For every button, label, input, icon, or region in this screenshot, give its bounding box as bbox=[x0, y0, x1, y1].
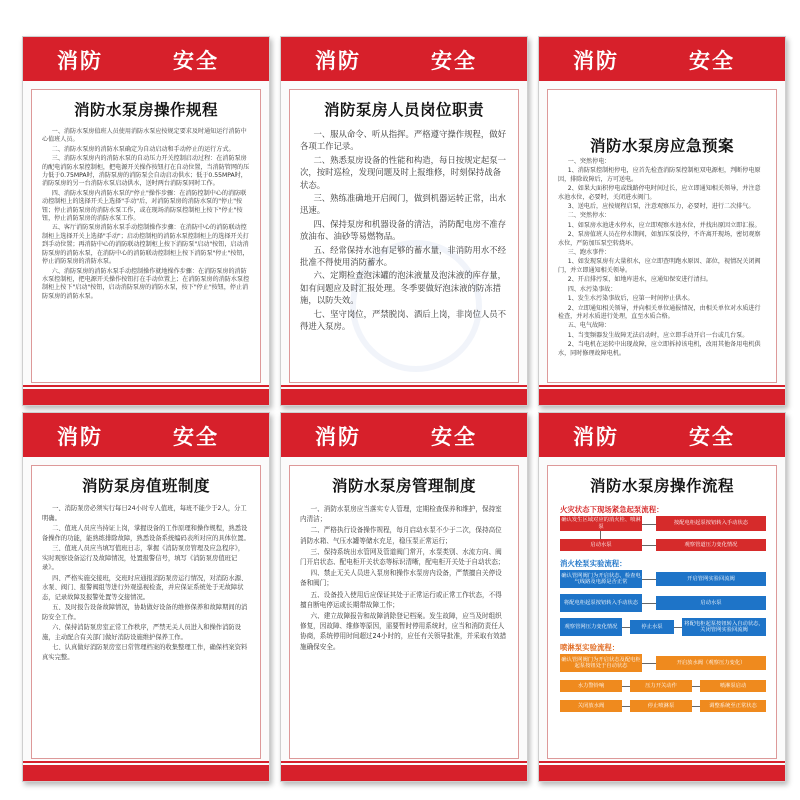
paragraph: 五、客厅消防泵房消防水泵手动控制操作步骤：在消防中心的消防联动控制柜上选择开关上选择"手动"；启动控制柜的消防水泵控制柜上的选择开关打到手动位置；再消防中心的消防联动控制柜上按下消防泵"启动"按钮，启动消防泵房的消防水泵，在消防中心的消防联动控制柜上按下消防泵"停止"按钮，停止消防泵房的消防水泵。 bbox=[42, 224, 249, 266]
sign-panel bbox=[289, 465, 519, 759]
paragraph: 六、消防泵房的消防水泵手动控制操作就地操作步骤：在消防泵房的消防水泵控制柜，把电源开关操作按钮打在手动位置上；在消防泵房的消防水泵控制柜上按下"启动"按钮，启动消防泵房的消防水泵，按下"停止"按钮，停止消防泵房的消防水泵。 bbox=[42, 267, 250, 300]
paragraph: 四、保持泵房和机器设备的清洁，消防配电房不准存放油布、油砂等易燃物品。 bbox=[300, 218, 507, 242]
list-item: 1、如泵房水池进水停水，应立即观察水池水位，并找出原因立即汇报。 bbox=[567, 221, 761, 229]
sign-panel bbox=[289, 89, 519, 383]
paragraph: 二、值班人员应当持证上岗，掌握设备的工作原理和操作规程，熟悉设备操作的功能，能熟练排除故障，熟悉设备系统编码表所对应的具体位置。 bbox=[42, 525, 250, 542]
sign-board-staff-duties bbox=[280, 36, 528, 406]
footer-line bbox=[281, 385, 527, 387]
list-item: 2、当电机在运转中出现故障，应立即拆掉该电机，改用其他备用电机供水，同时修理故障电机。 bbox=[558, 341, 761, 357]
sign-panel bbox=[547, 465, 777, 759]
paragraph: 七、认真做好消防泵房室日常管理档案的收集整理工作，确保档案资料真实完整。 bbox=[42, 644, 248, 661]
flow-arrow bbox=[692, 686, 700, 687]
footer-line bbox=[539, 761, 785, 763]
sign-title: 消防泵房值班制度 bbox=[81, 477, 210, 495]
header-bar bbox=[539, 37, 785, 81]
sign-title: 消防水泵房管理制度 bbox=[331, 477, 476, 495]
sign-board-operation-flow bbox=[538, 412, 786, 782]
list-item: 3、送电后，应按规程启泵，注意观察压力，必要时，进行二次排气。 bbox=[567, 203, 755, 211]
flow-arrow bbox=[692, 706, 700, 707]
flow-arrow bbox=[674, 627, 682, 628]
sign-title: 消防水泵房操作规程 bbox=[73, 101, 218, 119]
paragraph: 一、消防水泵房应当落实专人管理，定期检查保养和维护，保持室内清洁； bbox=[300, 505, 502, 524]
flow-step: 开启管网实验回流阀 bbox=[656, 572, 766, 586]
list-item: 2、如果大面积停电或线路停电时间过长，应立即通知相关领导，并注意水池水位，必要时，关闭进水阀门。 bbox=[558, 185, 761, 201]
header-left-text: 消防 bbox=[57, 425, 103, 449]
flow-arrow bbox=[622, 706, 630, 707]
flow-step: 停止水泵 bbox=[630, 620, 674, 634]
footer-bar bbox=[23, 389, 269, 405]
sign-board-operation-rules bbox=[22, 36, 270, 406]
flow-step: 确认管网阀门为开启状态及配电柜起泵按钮处于自动状态 bbox=[560, 654, 642, 672]
flow-step: 喷淋泵启动 bbox=[700, 680, 766, 692]
flow-arrow bbox=[642, 579, 656, 580]
paragraph: 三、熟练准确地开启阀门，做到机器运转正常，出水迅速。 bbox=[300, 193, 507, 216]
paragraph: 四、消防水泵房内消防水泵的"停止"操作步骤：在消防控制中心的消防联动控制柜上的选择开关上选择"手动"后，对消防泵房的消防水泵的"停止"按钮；停止消防泵房的消防水泵工作，或在现场消防泵控制柜上按下"停止"按钮，停止消防泵房的消防水泵工作。 bbox=[42, 189, 247, 223]
header-left-text: 消防 bbox=[573, 49, 619, 73]
paragraph: 七、坚守岗位，严禁脱岗、酒后上岗，非岗位人员不得进入泵房。 bbox=[300, 308, 507, 332]
flow-step: 开启放水阀（观察压力变化） bbox=[656, 656, 766, 670]
header-bar bbox=[281, 413, 527, 457]
flow-step: 确认管网阀门为开启状态，检查电气线路及电源是否正常 bbox=[560, 570, 642, 588]
paragraph: 六、定期检查泡沫罐的泡沫液量及泡沫液的库存量，如有问题应及时汇报处理。冬季要做好泡沫液的防冻措施，以防失效。 bbox=[300, 270, 507, 306]
paragraph: 五、经常保持水池有足够的蓄水量，非消防用水不经批准不得使用消防蓄水。 bbox=[300, 244, 507, 268]
header-right-text: 安全 bbox=[173, 425, 219, 449]
flow-section-title-sprinkler: 喷淋泵实验流程： bbox=[560, 643, 620, 652]
flow-arrow bbox=[600, 531, 601, 539]
paragraph: 三、消防水泵房内的消防水泵的自动压力开关控制启动过程：在消防泵房的配电消防水泵控制柜，把电源开关操作按钮打在自动位置，当消防管网的压力低于0.75MPA时，消防泵房的消防泵会自动启动供水；低于0.55MPA时，消防泵房的另一台消防水泵启动供水，送时两台消防泵同时工作。 bbox=[42, 155, 250, 188]
footer-bar bbox=[23, 765, 269, 781]
sign-body bbox=[558, 158, 766, 359]
paragraph: 四、严格实施交接班，交班时应通报消防泵房运行情况，对消防水源、水泵、阀门、报警阀组等进行外观巡视检查，并应保证系统处于无故障状态，记录故障及报警处置等交接情况。 bbox=[42, 574, 248, 601]
sign-board-duty-system bbox=[22, 412, 270, 782]
list-item: 一、突然停电： bbox=[567, 158, 611, 165]
sign-panel bbox=[31, 465, 261, 759]
list-item: 1、发生水污染事故后，应第一时间停止供水。 bbox=[567, 295, 694, 303]
flow-step: 压力开关动作 bbox=[630, 680, 692, 692]
paragraph: 六、保持消防泵房室正常工作秩序，严禁无关人员进入和操作消防设施，主动配合有关部门做好消防设施维护保养工作。 bbox=[42, 624, 241, 641]
footer-line bbox=[23, 761, 269, 763]
flow-step: 将配电柜起泵按钮转入自动状态，关闭管网实验回流阀 bbox=[682, 618, 766, 636]
sign-board-management-system bbox=[280, 412, 528, 782]
paragraph: 五、设备投入使用后应保证其处于正常运行或正常工作状态，不得擅自断电停运或长期带故障工作； bbox=[300, 590, 502, 609]
header-right-text: 安全 bbox=[431, 49, 477, 73]
list-item: 二、突然停水： bbox=[567, 212, 611, 220]
header-left-text: 消防 bbox=[315, 425, 361, 449]
sign-body bbox=[300, 504, 508, 653]
footer-line bbox=[23, 385, 269, 387]
list-item: 1、如发现泵房有大量积水，应立即查明跑水原因、部位，视情况关闭阀门，并立即通知相关领导。 bbox=[558, 258, 761, 274]
paragraph: 三、值班人员应当填写值班日志，掌握《消防泵房管理及应急程序》，实时观察设备运行及故障情况，处置报警信号，填写《消防泵房值班记录》。 bbox=[42, 545, 245, 571]
flow-arrow bbox=[642, 524, 656, 525]
header-bar bbox=[281, 37, 527, 81]
header-left-text: 消防 bbox=[57, 49, 103, 73]
list-item: 五、电气故障： bbox=[567, 322, 611, 330]
flow-step: 观察管道压力变化情况 bbox=[656, 539, 766, 551]
paragraph: 四、禁止无关人员进入泵房和操作水泵房内设备，严禁擅自关停设备和阀门； bbox=[300, 569, 502, 588]
sign-body bbox=[300, 128, 508, 334]
list-item: 1、消防泵控制柜停电，应首先检查消防泵控制柜双电源柜，判断停电原因，排除故障后，方可送电。 bbox=[558, 167, 761, 183]
header-right-text: 安全 bbox=[689, 49, 735, 73]
sign-title: 消防水泵房应急预案 bbox=[589, 137, 734, 155]
footer-bar bbox=[281, 765, 527, 781]
paragraph: 六、建立故障报告和故障消除登记档案。发生故障，应当及时组织修复，因故障、维修等原因，需要暂时停用系统时，应当和消防责任人协商，系统停用时间超过24小时的，应任有关领导批准，并采取有效措施确保安全。 bbox=[300, 612, 507, 651]
flow-arrow bbox=[642, 545, 656, 546]
flow-arrow bbox=[622, 686, 630, 687]
footer-bar bbox=[281, 389, 527, 405]
flow-step: 将配电柜起泵按钮转入手动状态 bbox=[560, 594, 642, 612]
header-right-text: 安全 bbox=[173, 49, 219, 73]
footer-line bbox=[281, 761, 527, 763]
flow-arrow bbox=[642, 663, 656, 664]
paragraph: 二、严格执行设备操作规程，每月启动水泵不少于二次，保持高位消防水箱、气压水罐等储水充足，稳压泵正常运行； bbox=[300, 526, 502, 545]
flow-step: 调整系统至正常状态 bbox=[700, 700, 766, 712]
sign-title: 消防泵房人员岗位职责 bbox=[323, 101, 484, 119]
sign-title: 消防水泵房操作流程 bbox=[589, 477, 734, 495]
footer-bar bbox=[539, 389, 785, 405]
flow-arrow bbox=[642, 603, 656, 604]
header-right-text: 安全 bbox=[689, 425, 735, 449]
paragraph: 二、消防水泵房的消防水泵确定为自动启动和手动停止的运行方式。 bbox=[51, 145, 235, 153]
flow-step: 确认发生区域对应的消火栓、喷淋泵 bbox=[561, 517, 641, 530]
flow-chart bbox=[556, 504, 768, 754]
flow-step: 启动水泵 bbox=[560, 539, 642, 551]
flow-step: 水力警铃响 bbox=[560, 680, 622, 692]
flow-step: 按配电柜起泵按钮转入手动状态 bbox=[656, 516, 766, 531]
flow-section-title-fire: 火灾状态下现场紧急起泵流程： bbox=[560, 505, 664, 514]
list-item: 2、泵房值班人员在停水期间，如加压泵没停，不许离开现场，密切观察水位，严防加压泵空转烧坏。 bbox=[558, 231, 761, 247]
paragraph: 一、消防水泵房值班人员使用消防水泵应按规定要求及时通知运行消防中心值班人员。 bbox=[42, 128, 247, 144]
list-item: 2、开启排污泵，如地库进水，应通知保安进行清扫。 bbox=[567, 276, 712, 284]
flow-step: 启动水泵 bbox=[656, 596, 766, 610]
flow-step: 观察管网压力变化情况 bbox=[560, 618, 622, 636]
header-left-text: 消防 bbox=[573, 425, 619, 449]
header-bar bbox=[539, 413, 785, 457]
list-item: 1、当变频器发生故障无法启动时，应立即手动开启一台或几台泵。 bbox=[567, 331, 749, 339]
header-bar bbox=[23, 413, 269, 457]
sign-panel bbox=[547, 89, 777, 383]
sign-body bbox=[42, 128, 250, 302]
paragraph: 一、消防泵房必须实行每日24小时专人值班，每班不能少于2人，分工明确。 bbox=[42, 505, 247, 522]
header-right-text: 安全 bbox=[431, 425, 477, 449]
list-item: 2、立即通知相关领导，并向相关单位通报情况，由相关单位对水质进行检查，并对水质进行处理，直至水质合格。 bbox=[558, 304, 761, 320]
flow-arrow bbox=[622, 627, 630, 628]
list-item: 三、跑水事件： bbox=[567, 249, 611, 257]
sign-panel bbox=[31, 89, 261, 383]
paragraph: 三、保持系统出水管网及管道阀门常开，水泵类别、水流方向、阀门开启状态、配电柜开关状态等标识清晰，配电柜开关处于自动状态； bbox=[300, 547, 505, 567]
header-bar bbox=[23, 37, 269, 81]
sign-body bbox=[42, 504, 250, 663]
header-left-text: 消防 bbox=[315, 49, 361, 73]
flow-section-title-hydrant: 消火栓泵实验流程： bbox=[560, 559, 627, 568]
paragraph: 二、熟悉泵房设备的性能和构造，每日按规定起泵一次，按时巡检，发现问题及时上报维修，时刻保持战备状态。 bbox=[300, 154, 507, 190]
flow-step: 关闭放水阀 bbox=[560, 700, 622, 712]
flow-step: 停止喷淋泵 bbox=[630, 700, 692, 712]
footer-line bbox=[539, 385, 785, 387]
paragraph: 五、及时报告设备故障情况，协助做好设备的维修保养和故障期间的消防安全工作。 bbox=[42, 604, 248, 621]
footer-bar bbox=[539, 765, 785, 781]
list-item: 四、水污染事故： bbox=[567, 285, 617, 293]
sign-board-emergency-plan bbox=[538, 36, 786, 406]
paragraph: 一、服从命令、听从指挥。严格遵守操作规程，做好各项工作记录。 bbox=[300, 129, 507, 152]
